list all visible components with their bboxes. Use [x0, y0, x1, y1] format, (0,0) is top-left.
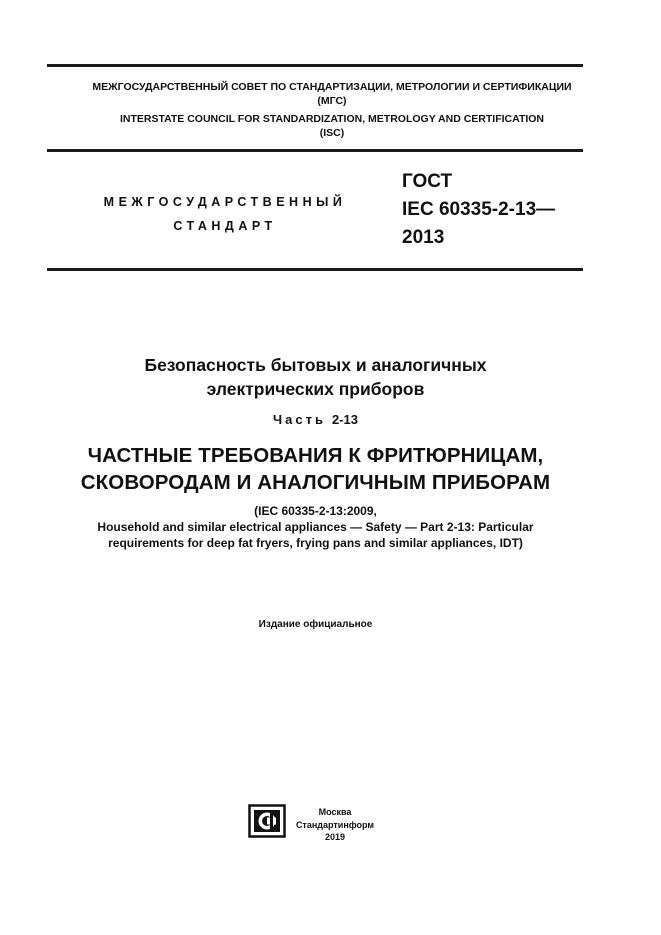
designation-iec: IEC 60335-2-13—	[402, 199, 556, 220]
iec-reference-line3: requirements for deep fat fryers, frying pans and similar appliances, IDT)	[108, 536, 523, 550]
part-label: Часть	[273, 412, 326, 427]
publisher-city: Москва	[318, 807, 352, 817]
iec-reference-line1: (IEC 60335-2-13:2009,	[254, 504, 377, 518]
designation-gost: ГОСТ	[402, 171, 453, 192]
subtitle-line2: СКОВОРОДАМ И АНАЛОГИЧНЫМ ПРИБОРАМ	[80, 471, 551, 494]
title-line1: Безопасность бытовых и аналогичных	[144, 355, 487, 375]
header-rule	[47, 149, 583, 152]
iec-reference	[0, 503, 631, 551]
standard-type-line2: СТАНДАРТ	[173, 219, 277, 233]
edition-note: Издание официальное	[258, 619, 373, 630]
council-ru-name: МЕЖГОСУДАРСТВЕННЫЙ СОВЕТ ПО СТАНДАРТИЗАЦИИ, МЕТРОЛОГИИ И СЕРТИФИКАЦИИ	[92, 81, 572, 93]
title-line2: электрических приборов	[206, 379, 425, 399]
part-number: 2-13	[331, 412, 358, 427]
council-en	[47, 112, 617, 140]
document-title	[0, 353, 631, 401]
council-ru	[47, 80, 617, 108]
subtitle-line1: ЧАСТНЫЕ ТРЕБОВАНИЯ К ФРИТЮРНИЦАМ,	[87, 444, 544, 467]
designation-rule	[47, 268, 583, 271]
publisher-year: 2019	[324, 832, 346, 842]
council-en-abbr: (ISC)	[319, 127, 345, 139]
standard-designation	[402, 168, 555, 252]
top-rule	[47, 64, 583, 67]
standard-type	[95, 190, 355, 238]
standartinform-logo-icon	[248, 804, 286, 838]
iec-reference-line2: Household and similar electrical appliances — Safety — Part 2-13: Particular	[97, 520, 534, 534]
publisher-name: Стандартинформ	[295, 819, 375, 830]
standard-type-line1: МЕЖГОСУДАРСТВЕННЫЙ	[103, 195, 347, 209]
document-subtitle	[0, 442, 631, 496]
designation-year: 2013	[402, 227, 445, 248]
publisher-block	[290, 806, 380, 844]
council-en-name: INTERSTATE COUNCIL FOR STANDARDIZATION, METROLOGY AND CERTIFICATION	[119, 113, 545, 125]
part-heading	[0, 411, 631, 429]
council-ru-abbr: (МГС)	[317, 95, 347, 107]
